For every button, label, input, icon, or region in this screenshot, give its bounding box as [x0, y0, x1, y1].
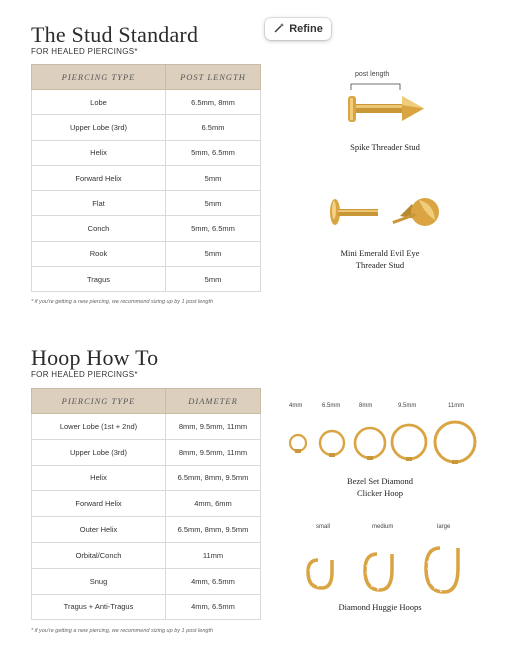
- piercing-type-cell: Conch: [32, 216, 166, 241]
- clicker-caption-line2: Clicker Hoop: [356, 488, 404, 498]
- refine-button[interactable]: [265, 18, 331, 40]
- piercing-type-cell: Upper Lobe (3rd): [32, 115, 166, 140]
- hoop-size-label: 4mm: [289, 403, 303, 409]
- header-piercing-type: PIERCING TYPE: [32, 65, 166, 90]
- stud-table: [31, 64, 261, 292]
- refine-label: Refine: [289, 23, 323, 35]
- table-header-row: [32, 65, 261, 90]
- diameter-cell: 6.5mm, 8mm, 9.5mm: [166, 517, 261, 543]
- piercing-type-cell: Forward Helix: [32, 491, 166, 517]
- hoop-table: [31, 388, 261, 620]
- huggie-size-label: medium: [372, 524, 394, 530]
- evil-eye-stud-image: [322, 190, 452, 235]
- piercing-type-cell: Helix: [32, 140, 166, 165]
- section1-subtitle: FOR HEALED PIERCINGS*: [31, 47, 138, 56]
- piercing-type-cell: Outer Helix: [32, 517, 166, 543]
- huggie-caption: Diamond Huggie Hoops: [338, 602, 422, 612]
- post-length-cell: 6.5mm: [166, 115, 261, 140]
- table-row: [32, 241, 261, 266]
- table-row: [32, 414, 261, 440]
- section2-subtitle: FOR HEALED PIERCINGS*: [31, 370, 138, 379]
- piercing-type-cell: Lower Lobe (1st + 2nd): [32, 414, 166, 440]
- section1-note: * if you're getting a new piercing, we recommend sizing up by 1 post length: [31, 299, 214, 305]
- diameter-cell: 8mm, 9.5mm, 11mm: [166, 439, 261, 465]
- section2-note: * if you're getting a new piercing, we recommend sizing up by 1 post length: [31, 628, 214, 634]
- huggie-size-label: large: [437, 524, 451, 530]
- piercing-type-cell: Tragus: [32, 267, 166, 292]
- hoop-size-label: 6.5mm: [322, 403, 341, 409]
- table-row: [32, 90, 261, 115]
- huggie-hoops-image: [300, 536, 470, 596]
- post-length-cell: 5mm, 6.5mm: [166, 140, 261, 165]
- piercing-type-cell: Flat: [32, 191, 166, 216]
- diameter-cell: 4mm, 6mm: [166, 491, 261, 517]
- header-diameter: DIAMETER: [166, 389, 261, 414]
- diameter-cell: 11mm: [166, 542, 261, 568]
- magic-wand-icon: [273, 22, 285, 37]
- table-row: [32, 267, 261, 292]
- post-length-cell: 6.5mm, 8mm: [166, 90, 261, 115]
- spike-threader-stud-image: [338, 78, 438, 138]
- section1-title: The Stud Standard: [31, 22, 199, 47]
- hoop-size-label: 11mm: [448, 403, 465, 409]
- table-row: [32, 465, 261, 491]
- huggie-size-label: small: [316, 524, 331, 530]
- table-row: [32, 594, 261, 620]
- evil-eye-caption-line2: Threader Stud: [355, 260, 405, 270]
- diameter-cell: 6.5mm, 8mm, 9.5mm: [166, 465, 261, 491]
- piercing-type-cell: Lobe: [32, 90, 166, 115]
- evil-eye-caption-line1: Mini Emerald Evil Eye: [340, 248, 420, 258]
- table-row: [32, 439, 261, 465]
- piercing-type-cell: Rook: [32, 241, 166, 266]
- piercing-type-cell: Tragus + Anti-Tragus: [32, 594, 166, 620]
- post-length-cell: 5mm: [166, 267, 261, 292]
- post-length-label: post length: [355, 71, 390, 78]
- header-piercing-type: PIERCING TYPE: [32, 389, 166, 414]
- table-row: [32, 165, 261, 190]
- table-row: [32, 517, 261, 543]
- table-row: [32, 140, 261, 165]
- table-row: [32, 568, 261, 594]
- piercing-type-cell: Orbital/Conch: [32, 542, 166, 568]
- clicker-caption-line1: Bezel Set Diamond: [346, 476, 414, 486]
- piercing-type-cell: Upper Lobe (3rd): [32, 439, 166, 465]
- hoop-size-label: 8mm: [359, 403, 373, 409]
- piercing-type-cell: Snug: [32, 568, 166, 594]
- table-row: [32, 542, 261, 568]
- diameter-cell: 4mm, 6.5mm: [166, 594, 261, 620]
- piercing-type-cell: Helix: [32, 465, 166, 491]
- table-row: [32, 191, 261, 216]
- section2-title: Hoop How To: [31, 345, 159, 370]
- spike-caption: Spike Threader Stud: [350, 142, 420, 152]
- post-length-cell: 5mm: [166, 165, 261, 190]
- diameter-cell: 8mm, 9.5mm, 11mm: [166, 414, 261, 440]
- post-length-cell: 5mm, 6.5mm: [166, 216, 261, 241]
- piercing-type-cell: Forward Helix: [32, 165, 166, 190]
- header-post-length: POST LENGTH: [166, 65, 261, 90]
- table-row: [32, 115, 261, 140]
- table-row: [32, 216, 261, 241]
- post-length-cell: 5mm: [166, 241, 261, 266]
- table-row: [32, 491, 261, 517]
- diameter-cell: 4mm, 6.5mm: [166, 568, 261, 594]
- clicker-hoops-image: [282, 418, 482, 468]
- hoop-size-label: 9.5mm: [398, 403, 417, 409]
- table-header-row: [32, 389, 261, 414]
- post-length-cell: 5mm: [166, 191, 261, 216]
